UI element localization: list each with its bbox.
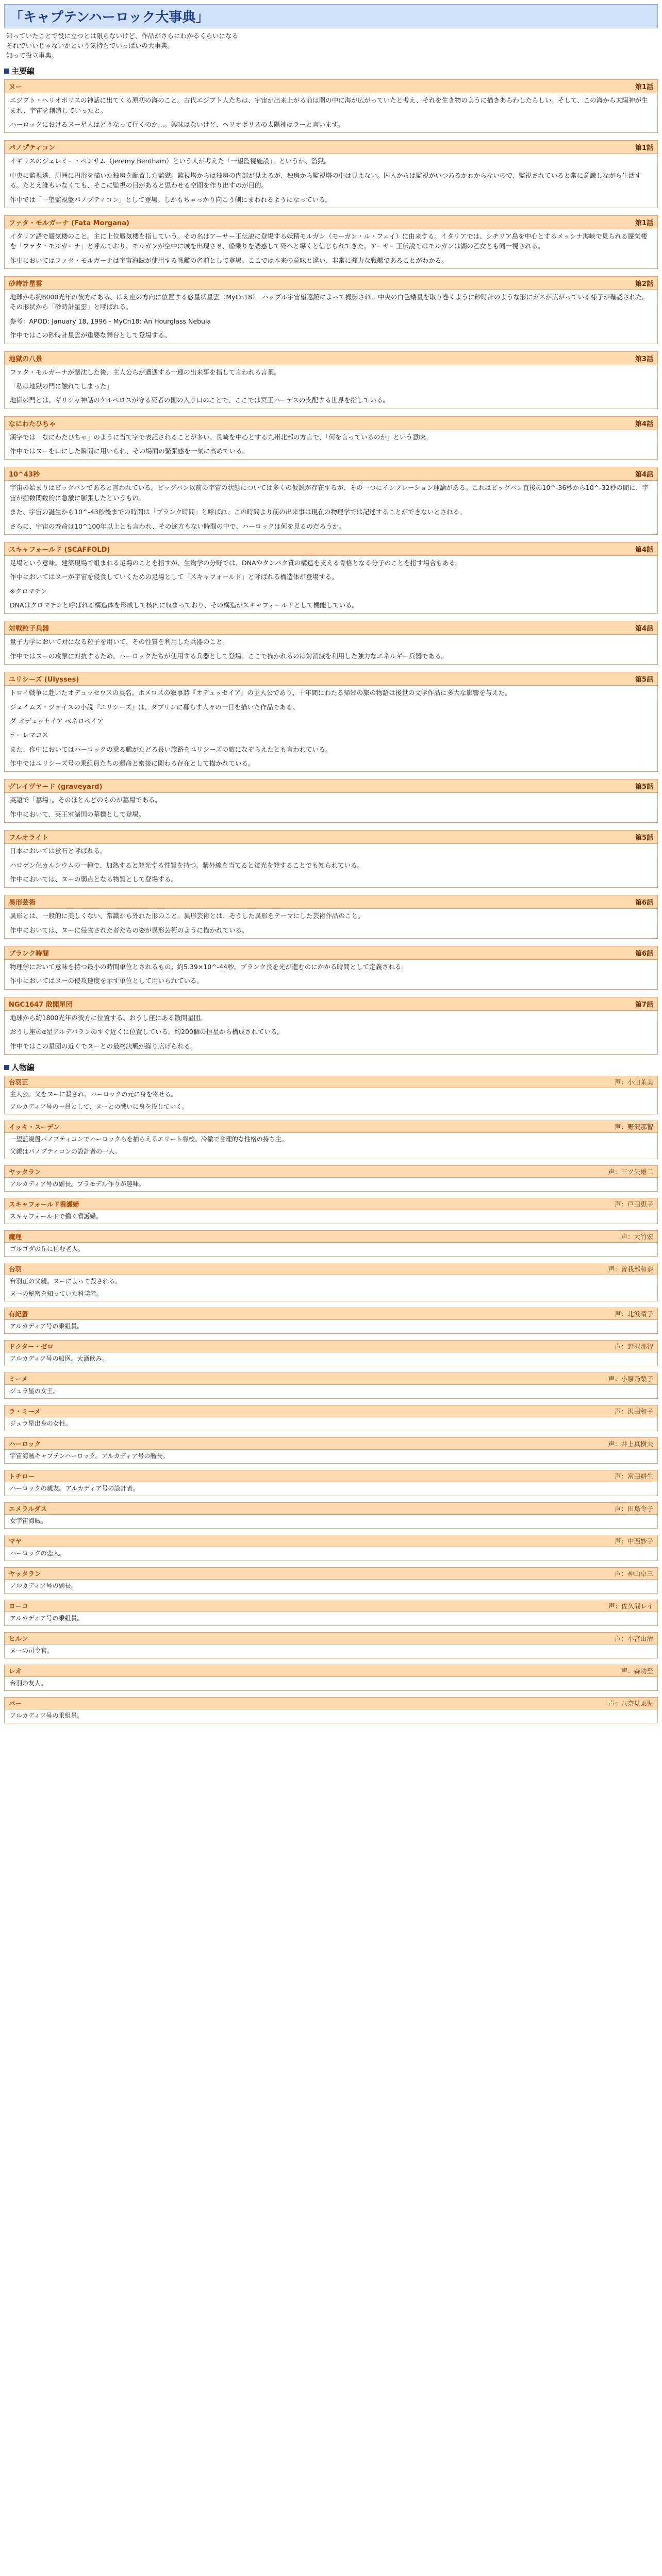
character-header — [5, 1633, 657, 1645]
term-paragraph: 地球から約1800光年の彼方に位置する、おうし座にある散開星団。 — [10, 1013, 207, 1022]
section-heading-terms: 主要編 — [4, 65, 658, 76]
voice-actor: 声：森功至 — [621, 1667, 653, 1675]
character-paragraph: アルカディア号の副長。 — [10, 1582, 77, 1589]
voice-actor: 声：北浜晴子 — [614, 1310, 653, 1318]
character-paragraph: アルカディア号の乗組員。 — [10, 1322, 84, 1330]
character-entry — [4, 1567, 658, 1594]
voice-actor: 声：小山茉美 — [614, 1078, 653, 1086]
character-body — [5, 1547, 657, 1561]
episode-tag: 第7話 — [635, 1001, 653, 1009]
term-name: 異形芸術 — [9, 899, 36, 907]
character-paragraph: アルカディア号の乗組員。 — [10, 1614, 84, 1622]
term-body — [5, 290, 657, 344]
episode-tag: 第6話 — [635, 899, 653, 907]
character-header — [5, 1438, 657, 1450]
character-header — [5, 1263, 657, 1275]
episode-tag: 第4話 — [635, 625, 653, 633]
term-body — [5, 93, 657, 132]
term-name: プランク時間 — [9, 950, 49, 958]
term-entry — [4, 140, 658, 208]
term-entry — [4, 416, 658, 460]
character-paragraph: 宇宙海賊キャプテンハーロック。アルカディア号の艦長。 — [10, 1452, 169, 1460]
term-header — [5, 672, 657, 686]
term-entry — [4, 946, 658, 990]
term-body — [5, 229, 657, 268]
episode-tag: 第3話 — [635, 355, 653, 363]
term-body — [5, 635, 657, 664]
term-body — [5, 430, 657, 460]
term-header — [5, 621, 657, 635]
term-paragraph: 作中においては、ヌーの弱点となる物質として登場する。 — [10, 875, 178, 883]
characters-list — [4, 1076, 658, 1723]
character-header — [5, 1308, 657, 1320]
voice-actor: 声：田島令子 — [614, 1504, 653, 1513]
term-name: スキャフォールド (SCAFFOLD) — [9, 546, 110, 554]
voice-actor: 声：中西妙子 — [614, 1537, 653, 1545]
character-name: ラ・ミーメ — [9, 1407, 41, 1415]
term-paragraph: イタリア語で蜃気楼のこと。主に上位蜃気楼を指していう。その名はアーサー王伝説に登場する妖精モルガン（モーガン・ル・フェイ）に由来する。イタリアでは、シチリア島を中心とするメッシナ海峡で見られる蜃気楼を「ファタ・モルガーナ」と呼んでおり、モルガンが空中に城を出現させ、船乗りを誘惑して死へと導くと信じられてきた。アーサー王伝説ではモルガンは湖の乙女とも同一視される。 — [10, 232, 648, 250]
character-paragraph: ハーロックの恋人。 — [10, 1549, 65, 1557]
term-header — [5, 216, 657, 229]
character-entry — [4, 1263, 658, 1301]
character-name: バー — [9, 1699, 22, 1707]
character-body — [5, 1275, 657, 1301]
voice-actor: 声：小原乃梨子 — [608, 1375, 653, 1383]
term-header — [5, 417, 657, 430]
character-header — [5, 1503, 657, 1515]
term-paragraph: 異形とは、一般的に美しくない、常識から外れた形のこと。異形芸術とは、そうした異形をテーマにした芸術作品のこと。 — [10, 912, 365, 920]
term-name: なにわたひちゃ — [9, 420, 56, 428]
character-body — [5, 1243, 657, 1256]
character-entry — [4, 1165, 658, 1192]
character-header — [5, 1600, 657, 1612]
term-entry — [4, 895, 658, 939]
term-paragraph: エジプト・ヘリオポリスの神話に出てくる原初の海のこと。古代エジプト人たちは、宇宙が出来上がる前は闇の中に海が広がっていたと考え、それを生き物のように描きあらわしたらしい。そして、この海から太陽神が生まれ、宇宙を創造していったと。 — [10, 96, 648, 114]
character-name: ヨーコ — [9, 1602, 28, 1610]
character-header — [5, 1076, 657, 1088]
term-paragraph: 量子力学において対になる粒子を用いて、その性質を利用した兵器のこと。 — [10, 638, 229, 646]
character-body — [5, 1482, 657, 1496]
term-paragraph: 作中においてはヌーが宇宙を侵食していくための足場として「スキャフォールド」と呼ばれる構造体が登場する。 — [10, 573, 338, 581]
character-entry — [4, 1502, 658, 1529]
term-paragraph: 物理学において意味を持つ最小の時間単位とされるもの。約5.39×10^-44秒。プランク長を光が進むのにかかる時間として定義される。 — [10, 963, 408, 971]
character-name: エメラルダス — [9, 1504, 47, 1513]
term-entry — [4, 215, 658, 269]
term-paragraph: さらに、宇宙の寿命は10^100年以上とも言われ、その途方もない時間の中で、ハーロックは何を見るのだろうか。 — [10, 522, 345, 530]
term-paragraph: 作中においてはファタ・モルガーナは宇宙海賊が使用する戦艦の名前として登場。ここでは本来の意味と違い、非常に強力な戦艦であることがわかる。 — [10, 256, 448, 264]
character-body — [5, 1645, 657, 1658]
term-header — [5, 779, 657, 793]
episode-tag: 第4話 — [635, 420, 653, 428]
term-paragraph: また、作中においてはハーロックの乗る艦がたどる長い旅路をユリシーズの旅になぞらえたとも言われている。 — [10, 745, 332, 753]
voice-actor: 声：三ツ矢雄二 — [608, 1167, 653, 1176]
character-entry — [4, 1121, 658, 1159]
term-paragraph: 「私は地獄の門に触れてしまった」 — [10, 382, 113, 390]
character-header — [5, 1373, 657, 1385]
character-paragraph: アルカディア号の乗組員。 — [10, 1711, 84, 1719]
term-header — [5, 277, 657, 290]
character-name: ドクター・ゼロ — [9, 1342, 54, 1350]
voice-actor: 声：佐久間レイ — [608, 1602, 653, 1610]
term-body — [5, 1011, 657, 1054]
voice-actor: 声：神山卓三 — [614, 1569, 653, 1578]
intro-line: 知って役立事典。 — [6, 51, 58, 59]
term-header — [5, 141, 657, 154]
episode-tag: 第4話 — [635, 546, 653, 554]
character-body — [5, 1709, 657, 1723]
term-entry — [4, 276, 658, 344]
term-body — [5, 793, 657, 822]
section-square-icon — [4, 1065, 9, 1070]
voice-actor: 声：沢田和子 — [614, 1407, 653, 1415]
term-header — [5, 467, 657, 481]
term-header — [5, 831, 657, 844]
character-entry — [4, 1535, 658, 1561]
episode-tag: 第5話 — [635, 783, 653, 791]
character-header — [5, 1341, 657, 1352]
character-header — [5, 1568, 657, 1580]
character-header — [5, 1405, 657, 1417]
character-paragraph: ジュラ星の女王。 — [10, 1387, 59, 1395]
character-body — [5, 1133, 657, 1159]
term-body — [5, 909, 657, 938]
character-paragraph: 一望監視盤パノプティコンでハーロックらを捕らえるエリート将校。冷徹で合理的な性格の持ち主。 — [10, 1135, 288, 1143]
term-body — [5, 960, 657, 989]
term-paragraph: 漢字では「なにわたひちゃ」のように当て字で表記されることが多い。長崎を中心とする九州北部の方言で、「何を言っているのか」という意味。 — [10, 433, 432, 441]
character-name: ヤッタラン — [9, 1167, 41, 1176]
term-name: ファタ・モルガーナ (Fata Morgana) — [9, 219, 129, 227]
term-paragraph: 作中においては、ヌーに侵食された者たちの姿が異形芸術のように描かれている。 — [10, 926, 249, 934]
voice-actor: 声：野沢那智 — [614, 1123, 653, 1131]
voice-actor: 声：大竹宏 — [621, 1232, 653, 1241]
character-body — [5, 1677, 657, 1690]
character-paragraph: ヌーの秘密を知っていた科学者。 — [10, 1290, 103, 1297]
voice-actor: 声：戸田恵子 — [614, 1200, 653, 1208]
section-heading-people: 人物編 — [4, 1062, 658, 1073]
page-title: 「キャプテンハーロック大事典」 — [4, 4, 658, 28]
character-paragraph: アルカディア号の副長。プラモデル作りが趣味。 — [10, 1180, 145, 1188]
term-body — [5, 686, 657, 771]
term-body — [5, 365, 657, 409]
character-entry — [4, 1697, 658, 1723]
character-header — [5, 1121, 657, 1133]
episode-tag: 第1話 — [635, 219, 653, 227]
term-paragraph: 作中においてはヌーの侵攻速度を示す単位として用いられている。 — [10, 977, 204, 985]
term-header — [5, 997, 657, 1011]
voice-actor: 声：小宮山清 — [614, 1634, 653, 1642]
episode-tag: 第1話 — [635, 144, 653, 152]
term-name: グレイヴヤード (graveyard) — [9, 783, 103, 791]
term-header — [5, 895, 657, 909]
term-paragraph: 作中ではヌーの攻撃に対抗するため、ハーロックたちが使用する兵器として登場。ここで描かれるのは対消滅を利用した強力なエネルギー兵器である。 — [10, 652, 448, 660]
term-paragraph: ※クロマチン — [10, 587, 47, 595]
character-name: レオ — [9, 1667, 22, 1675]
term-name: NGC1647 散開星団 — [9, 1001, 73, 1009]
character-entry — [4, 1437, 658, 1464]
character-paragraph: ハーロックの親友。アルカディア号の設計者。 — [10, 1484, 139, 1492]
term-paragraph: 足場という意味。建築現場で組まれる足場のことを指すが、生物学の分野では、DNAやタンパク質の構造を支える骨格となる分子のことを指す場合もある。 — [10, 558, 462, 567]
character-entry — [4, 1632, 658, 1658]
character-name: 台羽正 — [9, 1078, 28, 1086]
character-paragraph: アルカディア号の船医。大酒飲み。 — [10, 1354, 109, 1362]
term-paragraph: 作中ではこの星団の近くでヌーとの最終決戦が繰り広げられる。 — [10, 1042, 197, 1050]
character-header — [5, 1665, 657, 1677]
episode-tag: 第1話 — [635, 83, 653, 92]
term-paragraph: 参考：APOD: January 18, 1996 - MyCn18: An Hourglass Nebula — [10, 317, 211, 325]
character-name: 魔理 — [9, 1232, 22, 1241]
character-body — [5, 1612, 657, 1625]
episode-tag: 第5話 — [635, 834, 653, 842]
character-paragraph: 女宇宙海賊。 — [10, 1517, 47, 1524]
term-header — [5, 352, 657, 365]
character-header — [5, 1698, 657, 1709]
term-name: 10^43秒 — [9, 471, 40, 479]
term-paragraph: また、宇宙の誕生から10^-43秒後までの時間は「プランク時間」と呼ばれ、この時間より前の出来事は現在の物理学では記述することができないとされる。 — [10, 508, 466, 516]
character-paragraph: 台羽正の父親。ヌーによって殺される。 — [10, 1277, 122, 1285]
character-header — [5, 1535, 657, 1547]
intro-text — [6, 31, 658, 60]
character-body — [5, 1210, 657, 1224]
character-name: ハーロック — [9, 1439, 41, 1448]
term-header — [5, 946, 657, 960]
character-name: ヤッタラン — [9, 1569, 41, 1578]
character-header — [5, 1470, 657, 1482]
character-name: 台羽 — [9, 1265, 22, 1273]
term-name: ユリシーズ (Ulysses) — [9, 676, 79, 684]
episode-tag: 第6話 — [635, 950, 653, 958]
character-paragraph: 台羽の友人。 — [10, 1679, 47, 1687]
term-paragraph: 日本においては蛍石と呼ばれる。 — [10, 847, 107, 855]
intro-line: 知っていたことで役に立つとは限らないけど、作品がさらにわかるくらいになる — [6, 32, 239, 40]
voice-actor: 声：曽我部和恭 — [608, 1265, 653, 1273]
character-paragraph: 主人公。父をヌーに殺され、ハーロックの元に身を寄せる。 — [10, 1090, 177, 1098]
character-paragraph: ジュラ星出身の女性。 — [10, 1419, 72, 1427]
character-entry — [4, 1470, 658, 1496]
character-name: スキャフォールド看護婦 — [9, 1200, 79, 1208]
terms-list — [4, 79, 658, 1055]
episode-tag: 第5話 — [635, 676, 653, 684]
voice-actor: 声：井上真樹夫 — [608, 1439, 653, 1448]
character-entry — [4, 1340, 658, 1366]
term-paragraph: ダ オデュッセイア ペネロペイア — [10, 717, 104, 725]
term-body — [5, 844, 657, 887]
term-paragraph: 地球から約8000光年の彼方にある、はえ座の方向に位置する惑星状星雲（MyCn18）。ハッブル宇宙望遠鏡によって撮影され、中央の白色矮星を取り巻くように砂時計のような形にガスが広がっている様子が確認された。その形状から「砂時計星雲」と呼ばれる。 — [10, 293, 649, 311]
term-paragraph: ファタ・モルガーナが撃沈した後、主人公らが遭遇する一連の出来事を指して言われる言葉。 — [10, 368, 280, 376]
character-paragraph: スキャフォールドで働く看護婦。 — [10, 1212, 103, 1220]
term-header — [5, 543, 657, 556]
episode-tag: 第4話 — [635, 471, 653, 479]
character-entry — [4, 1230, 658, 1257]
term-name: 地獄の八景 — [9, 355, 43, 363]
term-name: 砂時計星雲 — [9, 280, 43, 288]
character-name: トチロー — [9, 1472, 35, 1480]
term-entry — [4, 672, 658, 772]
term-paragraph: 作中では「一望監視盤パノプティコン」として登場。しかもちゃっかり向こう側にまわれるようになっている。 — [10, 195, 332, 204]
character-header — [5, 1198, 657, 1210]
character-body — [5, 1178, 657, 1191]
term-name: フルオライト — [9, 834, 49, 842]
character-name: マヤ — [9, 1537, 22, 1545]
character-header — [5, 1231, 657, 1243]
character-entry — [4, 1372, 658, 1399]
term-entry — [4, 467, 658, 535]
term-paragraph: おうし座のα星アルデバランのすぐ近くに位置している。約200個の恒星から構成されている。 — [10, 1028, 284, 1036]
section-square-icon — [4, 69, 9, 74]
character-body — [5, 1320, 657, 1333]
character-name: イッキ・スーデン — [9, 1123, 60, 1131]
term-header — [5, 80, 657, 93]
character-body — [5, 1450, 657, 1463]
term-body — [5, 154, 657, 208]
voice-actor: 声：富田耕生 — [614, 1472, 653, 1480]
character-entry — [4, 1076, 658, 1114]
term-paragraph: 作中ではこの砂時計星雲が重要な舞台として登場する。 — [10, 331, 171, 340]
term-paragraph: 作中において、英王室諸国の墓標として登場。 — [10, 810, 145, 818]
term-body — [5, 481, 657, 534]
voice-actor: 声：八奈見乗児 — [608, 1699, 653, 1707]
term-name: ヌー — [9, 83, 23, 92]
episode-tag: 第2話 — [635, 280, 653, 288]
term-paragraph: 英語で「墓場」。そのほとんどのものが墓場である。 — [10, 796, 161, 804]
term-entry — [4, 997, 658, 1055]
character-entry — [4, 1405, 658, 1431]
term-paragraph: 作中ではユリシーズ号の乗組員たちの運命と密接に関わる存在として描かれている。 — [10, 759, 255, 767]
character-body — [5, 1515, 657, 1528]
character-name: ヒルン — [9, 1634, 28, 1642]
character-name: 有紀螢 — [9, 1310, 28, 1318]
character-body — [5, 1352, 657, 1366]
term-entry — [4, 351, 658, 409]
character-paragraph: 父親はパノプティコンの設計者の一人。 — [10, 1147, 121, 1155]
character-body — [5, 1580, 657, 1593]
term-entry — [4, 542, 658, 614]
voice-actor: 声：野沢那智 — [614, 1342, 653, 1350]
character-body — [5, 1385, 657, 1398]
term-entry — [4, 830, 658, 888]
term-paragraph: テーレマコス — [10, 731, 48, 739]
term-entry — [4, 621, 658, 665]
character-paragraph: ヌーの司令官。 — [10, 1647, 54, 1654]
character-entry — [4, 1600, 658, 1626]
term-paragraph: トロイ戦争に赴いたオデュッセウスの英名。ホメロスの叙事詩『オデュッセイア』の主人公であり、十年間にわたる帰郷の旅の物語は後世の文学作品に多大な影響を与えた。 — [10, 689, 511, 697]
term-name: 対戦粒子兵器 — [9, 625, 49, 633]
term-body — [5, 556, 657, 614]
term-paragraph: イギリスのジェレミー・ベンサム（Jeremy Bentham）という人が考えた「一望監視施設」。というか、監獄。 — [10, 157, 330, 165]
term-paragraph: 中央に監視塔、周囲に円形を描いた独房を配置した監獄。監視塔からは独房の内部が見えるが、独房から監視塔の中は見えない。囚人からは監視がいつあるかわからないので、監視されていると常に意識しながら生活する。たとえ誰もいなくても、そこに監視の目があると思わせる空間を作り出すのが目的。 — [10, 171, 641, 190]
character-entry — [4, 1198, 658, 1224]
character-body — [5, 1088, 657, 1114]
character-name: ミーメ — [9, 1375, 28, 1383]
character-paragraph: ゴルゴダの丘に住む老人。 — [10, 1245, 85, 1252]
term-paragraph: 作中ではヌーを口にした瞬間に用いられ、その場面の緊張感を一気に高めている。 — [10, 447, 249, 455]
term-paragraph: ハロゲン化カルシウムの一種で、加熱すると発光する性質を持つ。紫外線を当てると蛍光を発することでも知られている。 — [10, 861, 364, 869]
term-name: パノプティコン — [9, 144, 55, 152]
intro-line: それでいいじゃないかという気持ちでいっぱいの大事典。 — [6, 41, 174, 49]
character-header — [5, 1166, 657, 1178]
character-entry — [4, 1665, 658, 1691]
term-entry — [4, 779, 658, 823]
term-paragraph: ハーロックにおけるヌー星人はどうなって行くのか…。興味はないけど、ヘリオポリスの太陽神はラーと言います。 — [10, 121, 344, 128]
term-paragraph: DNAはクロマチンと呼ばれる構造体を形成して核内に収まっており、その構造がスキャフォールドとして機能している。 — [10, 601, 359, 609]
character-paragraph: アルカディア号の一員として、ヌーとの戦いに身を投じていく。 — [10, 1103, 189, 1110]
term-paragraph: 宇宙の始まりはビッグバンであると言われている。ビッグバン以前の宇宙の状態については多くの仮説が存在するが、その一つにインフレーション理論がある。これはビッグバン直後の10^-36秒から10^-32秒の間に、宇宙が指数関数的に急激に膨張したというもの。 — [10, 484, 649, 502]
term-paragraph: 地獄の門とは、ギリシャ神話のケルベロスが守る死者の国の入り口のことで、ここでは冥王ハーデスの支配する世界を指している。 — [10, 396, 389, 404]
term-paragraph: ジェイムズ・ジョイスの小説『ユリシーズ』は、ダブリンに暮らす人々の一日を描いた作品である。 — [10, 703, 299, 711]
character-entry — [4, 1308, 658, 1334]
term-entry — [4, 79, 658, 133]
character-body — [5, 1417, 657, 1431]
